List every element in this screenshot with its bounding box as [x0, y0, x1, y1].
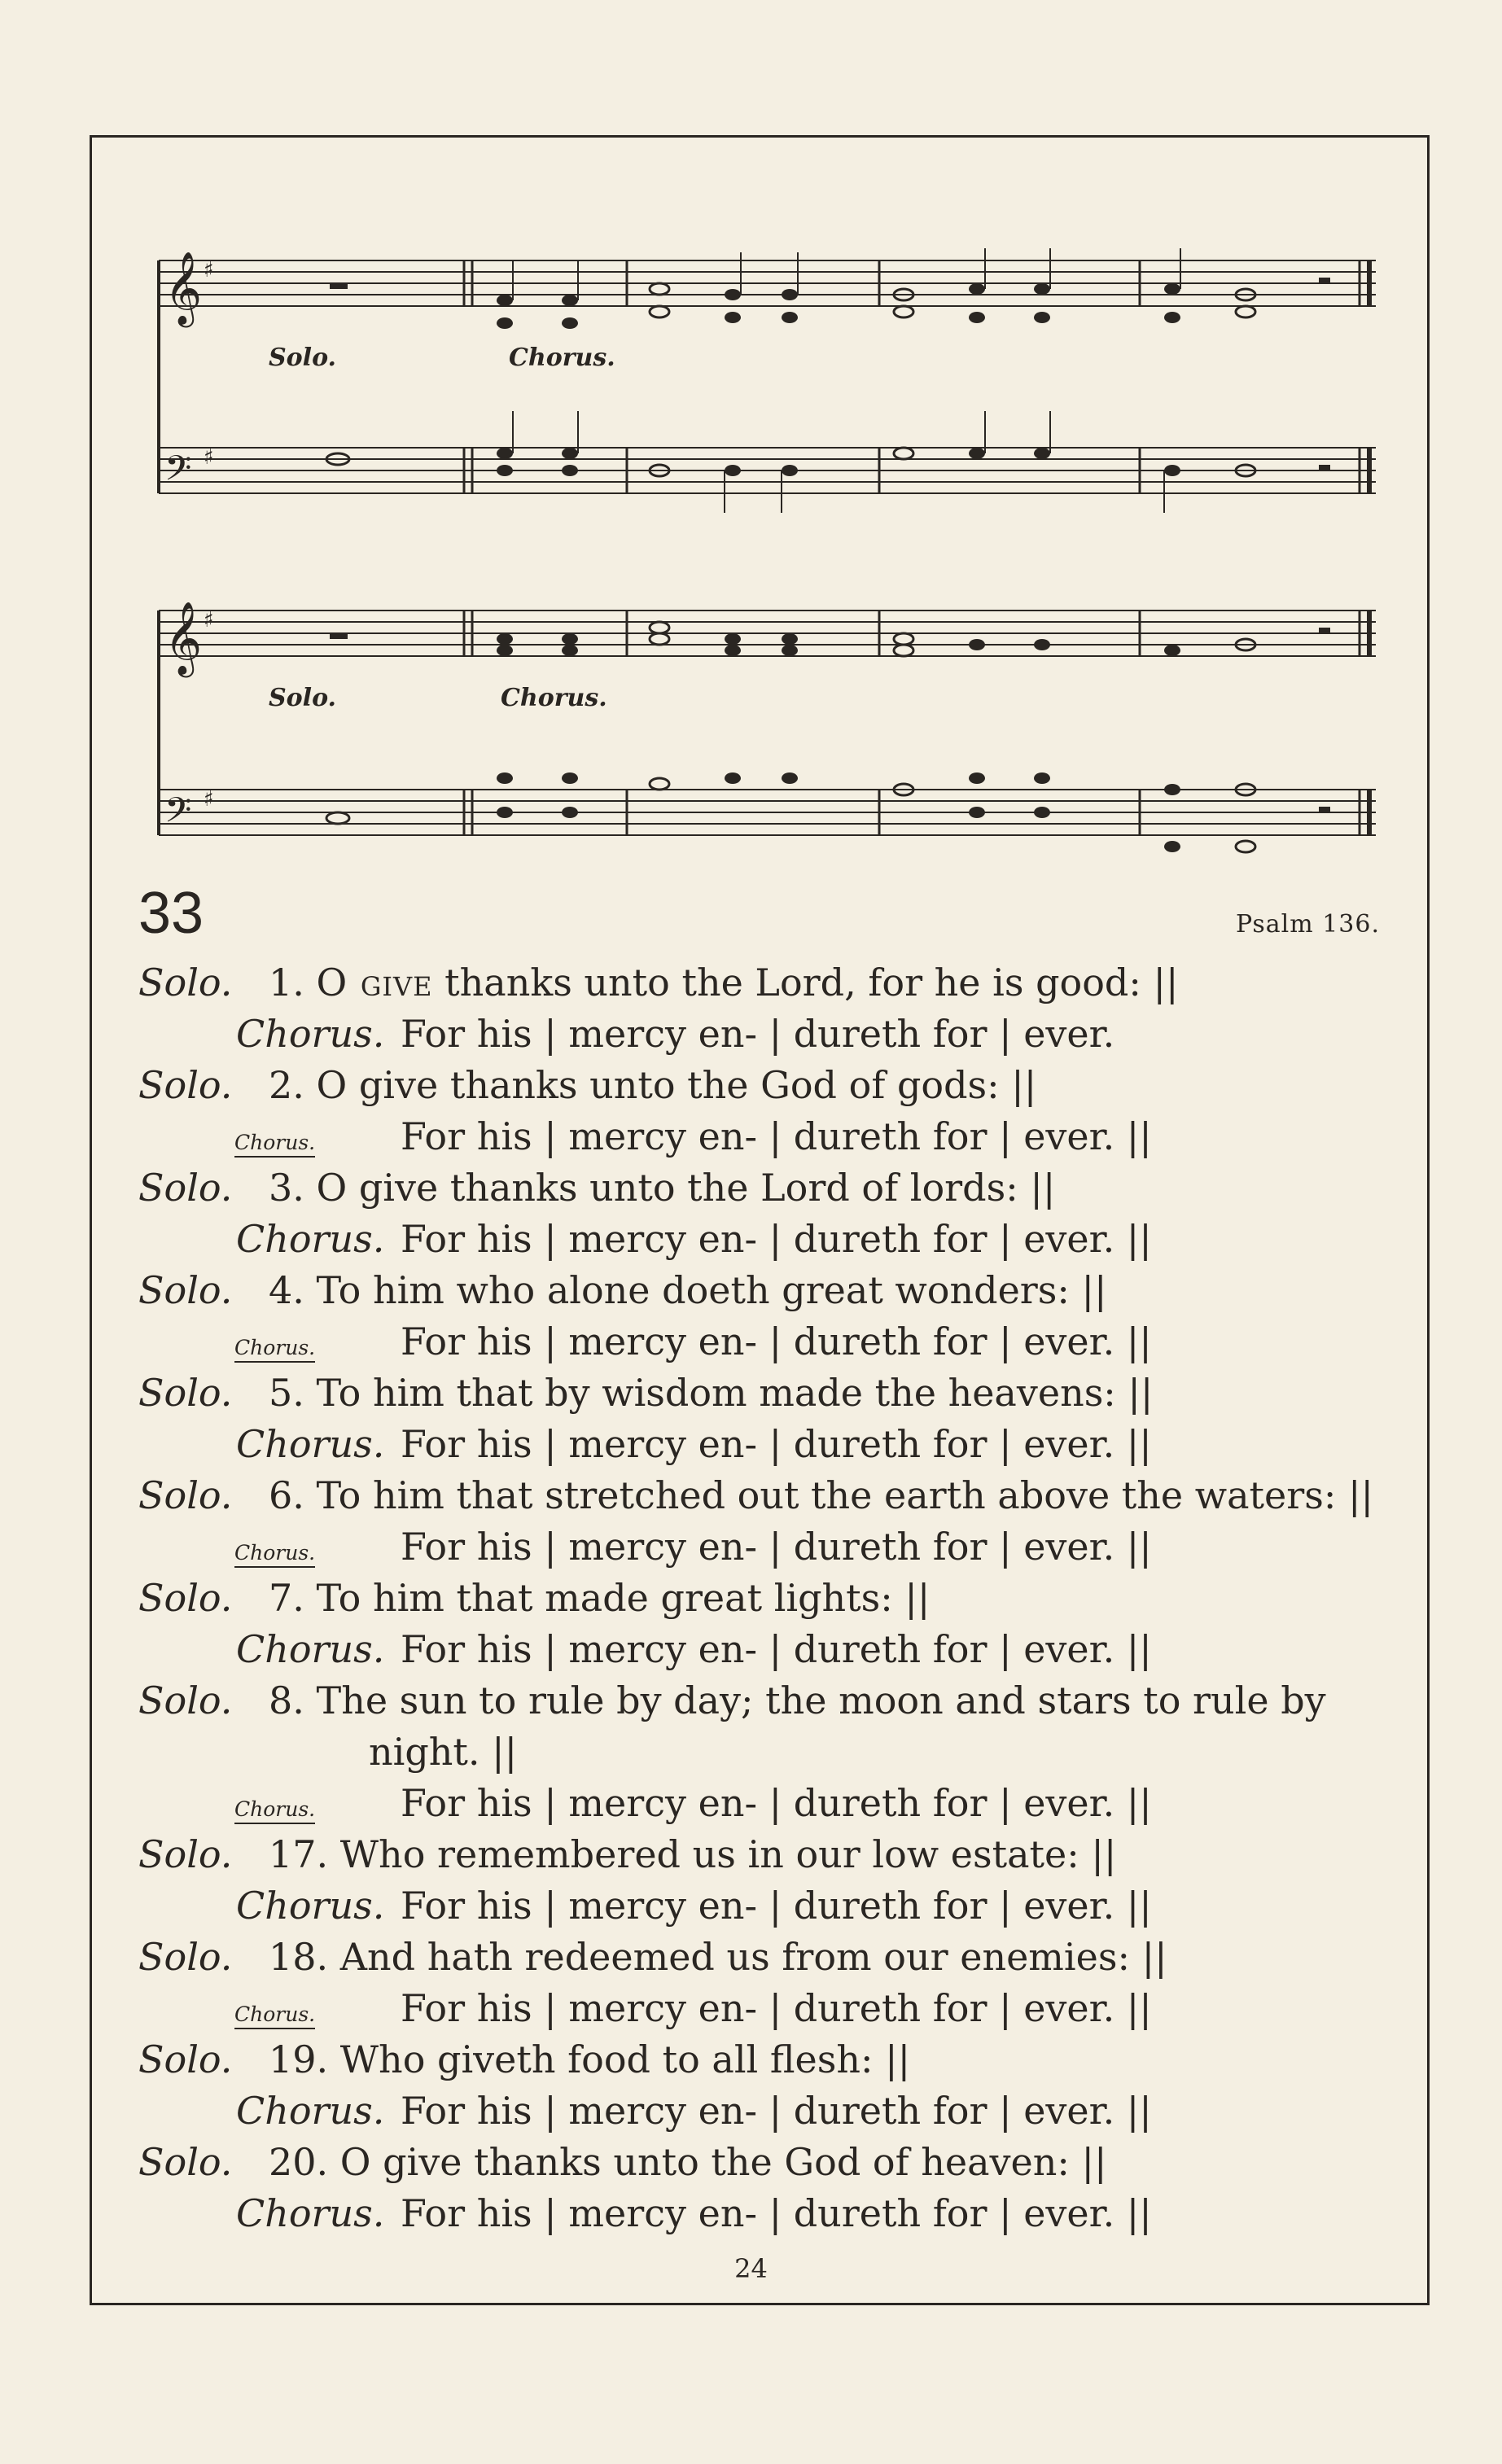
verse-line [138, 1678, 1384, 1730]
chorus-refrain: For his | mercy en- | dureth for | ever. || [401, 1884, 1152, 1928]
chorus-refrain: For his | mercy en- | dureth for | ever. || [401, 1525, 1152, 1569]
chorus-label: Chorus. [236, 2191, 385, 2235]
chorus-line [138, 1012, 1384, 1063]
verse-line [138, 1576, 1384, 1627]
chorus-refrain: For his | mercy en- | dureth for | ever. || [401, 1627, 1152, 1671]
chorus-refrain: For his | mercy en- | dureth for | ever. || [401, 1114, 1152, 1158]
bass-clef-icon: 𝄢 [164, 790, 192, 839]
verse-number: 19. [269, 2037, 340, 2081]
verse-body: O give thanks unto the Lord of lords: || [316, 1166, 1056, 1210]
chorus-label: Chorus. [234, 1797, 315, 1824]
chorus-refrain: For his | mercy en- | dureth for | ever. [401, 1012, 1115, 1056]
verse-body: thanks unto the Lord, for he is good: || [444, 961, 1179, 1004]
chorus-label: Chorus. [234, 2002, 315, 2029]
solo-label: Solo. [138, 1678, 233, 1722]
chorus-line [138, 1525, 1384, 1576]
chorus-label: Chorus. [234, 1541, 315, 1568]
verse-body: To him that made great lights: || [316, 1576, 931, 1620]
verse-line [138, 1832, 1384, 1884]
verse-text [269, 1832, 1116, 1876]
music-label-solo: Solo. [269, 684, 336, 712]
verse-number: 8. [269, 1678, 317, 1722]
chorus-refrain: For his | mercy en- | dureth for | ever. || [401, 1320, 1152, 1363]
chorus-line [138, 1781, 1384, 1832]
chorus-line [138, 1986, 1384, 2037]
page-number: 24 [734, 2253, 768, 2284]
chorus-refrain: For his | mercy en- | dureth for | ever. || [401, 2089, 1152, 2133]
hymn-number: 33 [138, 881, 204, 946]
verse-number: 6. [269, 1473, 317, 1517]
chorus-label: Chorus. [236, 1217, 385, 1261]
verse-text [269, 1371, 1153, 1415]
hymn-source: Psalm 136. [1235, 910, 1380, 939]
verse-lead: O give [316, 961, 433, 1004]
verse-text [269, 2037, 910, 2081]
verse-text [269, 1268, 1107, 1312]
verse-body: To him that stretched out the earth above the waters: || [316, 1473, 1373, 1517]
verse-body: O give thanks unto the God of gods: || [316, 1063, 1037, 1107]
chorus-label: Chorus. [234, 1131, 315, 1158]
verse-body: And hath redeemed us from our enemies: || [339, 1935, 1167, 1979]
verse-number: 7. [269, 1576, 317, 1620]
music-score [147, 228, 1392, 863]
treble-clef-icon: 𝄞 [164, 252, 203, 325]
verse-text [269, 1678, 1326, 1722]
solo-label: Solo. [138, 1166, 233, 1210]
verse-text [269, 1576, 930, 1620]
staff-system [147, 228, 1392, 863]
verse-text [269, 1166, 1055, 1210]
solo-label: Solo. [138, 1473, 233, 1517]
chorus-line [138, 1114, 1384, 1166]
chorus-label: Chorus. [236, 1884, 385, 1928]
verse-number: 2. [269, 1063, 317, 1107]
solo-label: Solo. [138, 1832, 233, 1876]
verse-number: 17. [269, 1832, 340, 1876]
svg-text:♯: ♯ [204, 608, 214, 632]
solo-label: Solo. [138, 1576, 233, 1620]
svg-text:♯: ♯ [204, 787, 214, 812]
chorus-label: Chorus. [236, 1012, 385, 1056]
chorus-label: Chorus. [236, 1627, 385, 1671]
chorus-label: Chorus. [236, 2089, 385, 2133]
verse-continuation: night. || [369, 1730, 518, 1774]
verse-number: 20. [269, 2140, 340, 2184]
chorus-line [138, 1320, 1384, 1371]
verse-line [138, 1063, 1384, 1114]
solo-label: Solo. [138, 2140, 233, 2184]
verse-number: 3. [269, 1166, 317, 1210]
chorus-line [138, 1884, 1384, 1935]
verse-line [138, 1268, 1384, 1320]
chorus-label: Chorus. [236, 1422, 385, 1466]
chorus-line [138, 2191, 1384, 2243]
music-label-chorus: Chorus. [501, 684, 607, 712]
verse-body: To him that by wisdom made the heavens: || [316, 1371, 1154, 1415]
verse-line [138, 2037, 1384, 2089]
solo-label: Solo. [138, 1268, 233, 1312]
verse-number: 18. [269, 1935, 340, 1979]
verse-number: 5. [269, 1371, 317, 1415]
verse-text [269, 961, 1179, 1004]
svg-text:♯: ♯ [204, 258, 214, 282]
music-label-chorus: Chorus. [509, 344, 615, 372]
chorus-refrain: For his | mercy en- | dureth for | ever. || [401, 2191, 1152, 2235]
verse-line [138, 1473, 1384, 1525]
bass-clef-icon: 𝄢 [164, 449, 192, 497]
verse-body: Who giveth food to all flesh: || [339, 2037, 911, 2081]
verse-body: The sun to rule by day; the moon and stars to rule by [316, 1678, 1326, 1722]
verse-body: To him who alone doeth great wonders: || [316, 1268, 1107, 1312]
verse-body: Who remembered us in our low estate: || [339, 1832, 1117, 1876]
treble-clef-icon: 𝄞 [164, 602, 203, 675]
chorus-refrain: For his | mercy en- | dureth for | ever. || [401, 1986, 1152, 2030]
verse-number: 4. [269, 1268, 317, 1312]
chorus-line [138, 2089, 1384, 2140]
verse-continuation-line [138, 1730, 1384, 1781]
verse-text [269, 1935, 1167, 1979]
verse-list [138, 961, 1384, 2243]
chorus-line [138, 1627, 1384, 1678]
verse-line [138, 1935, 1384, 1986]
svg-text:♯: ♯ [204, 445, 214, 470]
verse-number: 1. [269, 961, 317, 1004]
verse-body: O give thanks unto the God of heaven: || [339, 2140, 1107, 2184]
verse-text [269, 1473, 1373, 1517]
notes-system-2 [497, 633, 1180, 852]
verse-line [138, 2140, 1384, 2191]
solo-label: Solo. [138, 1063, 233, 1107]
chorus-line [138, 1422, 1384, 1473]
solo-label: Solo. [138, 1935, 233, 1979]
solo-label: Solo. [138, 961, 233, 1004]
verse-line [138, 1166, 1384, 1217]
verse-line [138, 1371, 1384, 1422]
chorus-label: Chorus. [234, 1336, 315, 1363]
solo-label: Solo. [138, 1371, 233, 1415]
chorus-refrain: For his | mercy en- | dureth for | ever. || [401, 1217, 1152, 1261]
solo-label: Solo. [138, 2037, 233, 2081]
chorus-refrain: For his | mercy en- | dureth for | ever. || [401, 1422, 1152, 1466]
verse-text [269, 1063, 1036, 1107]
chorus-line [138, 1217, 1384, 1268]
music-label-solo: Solo. [269, 344, 336, 372]
verse-text [269, 2140, 1106, 2184]
verse-line [138, 961, 1384, 1012]
chorus-refrain: For his | mercy en- | dureth for | ever. || [401, 1781, 1152, 1825]
